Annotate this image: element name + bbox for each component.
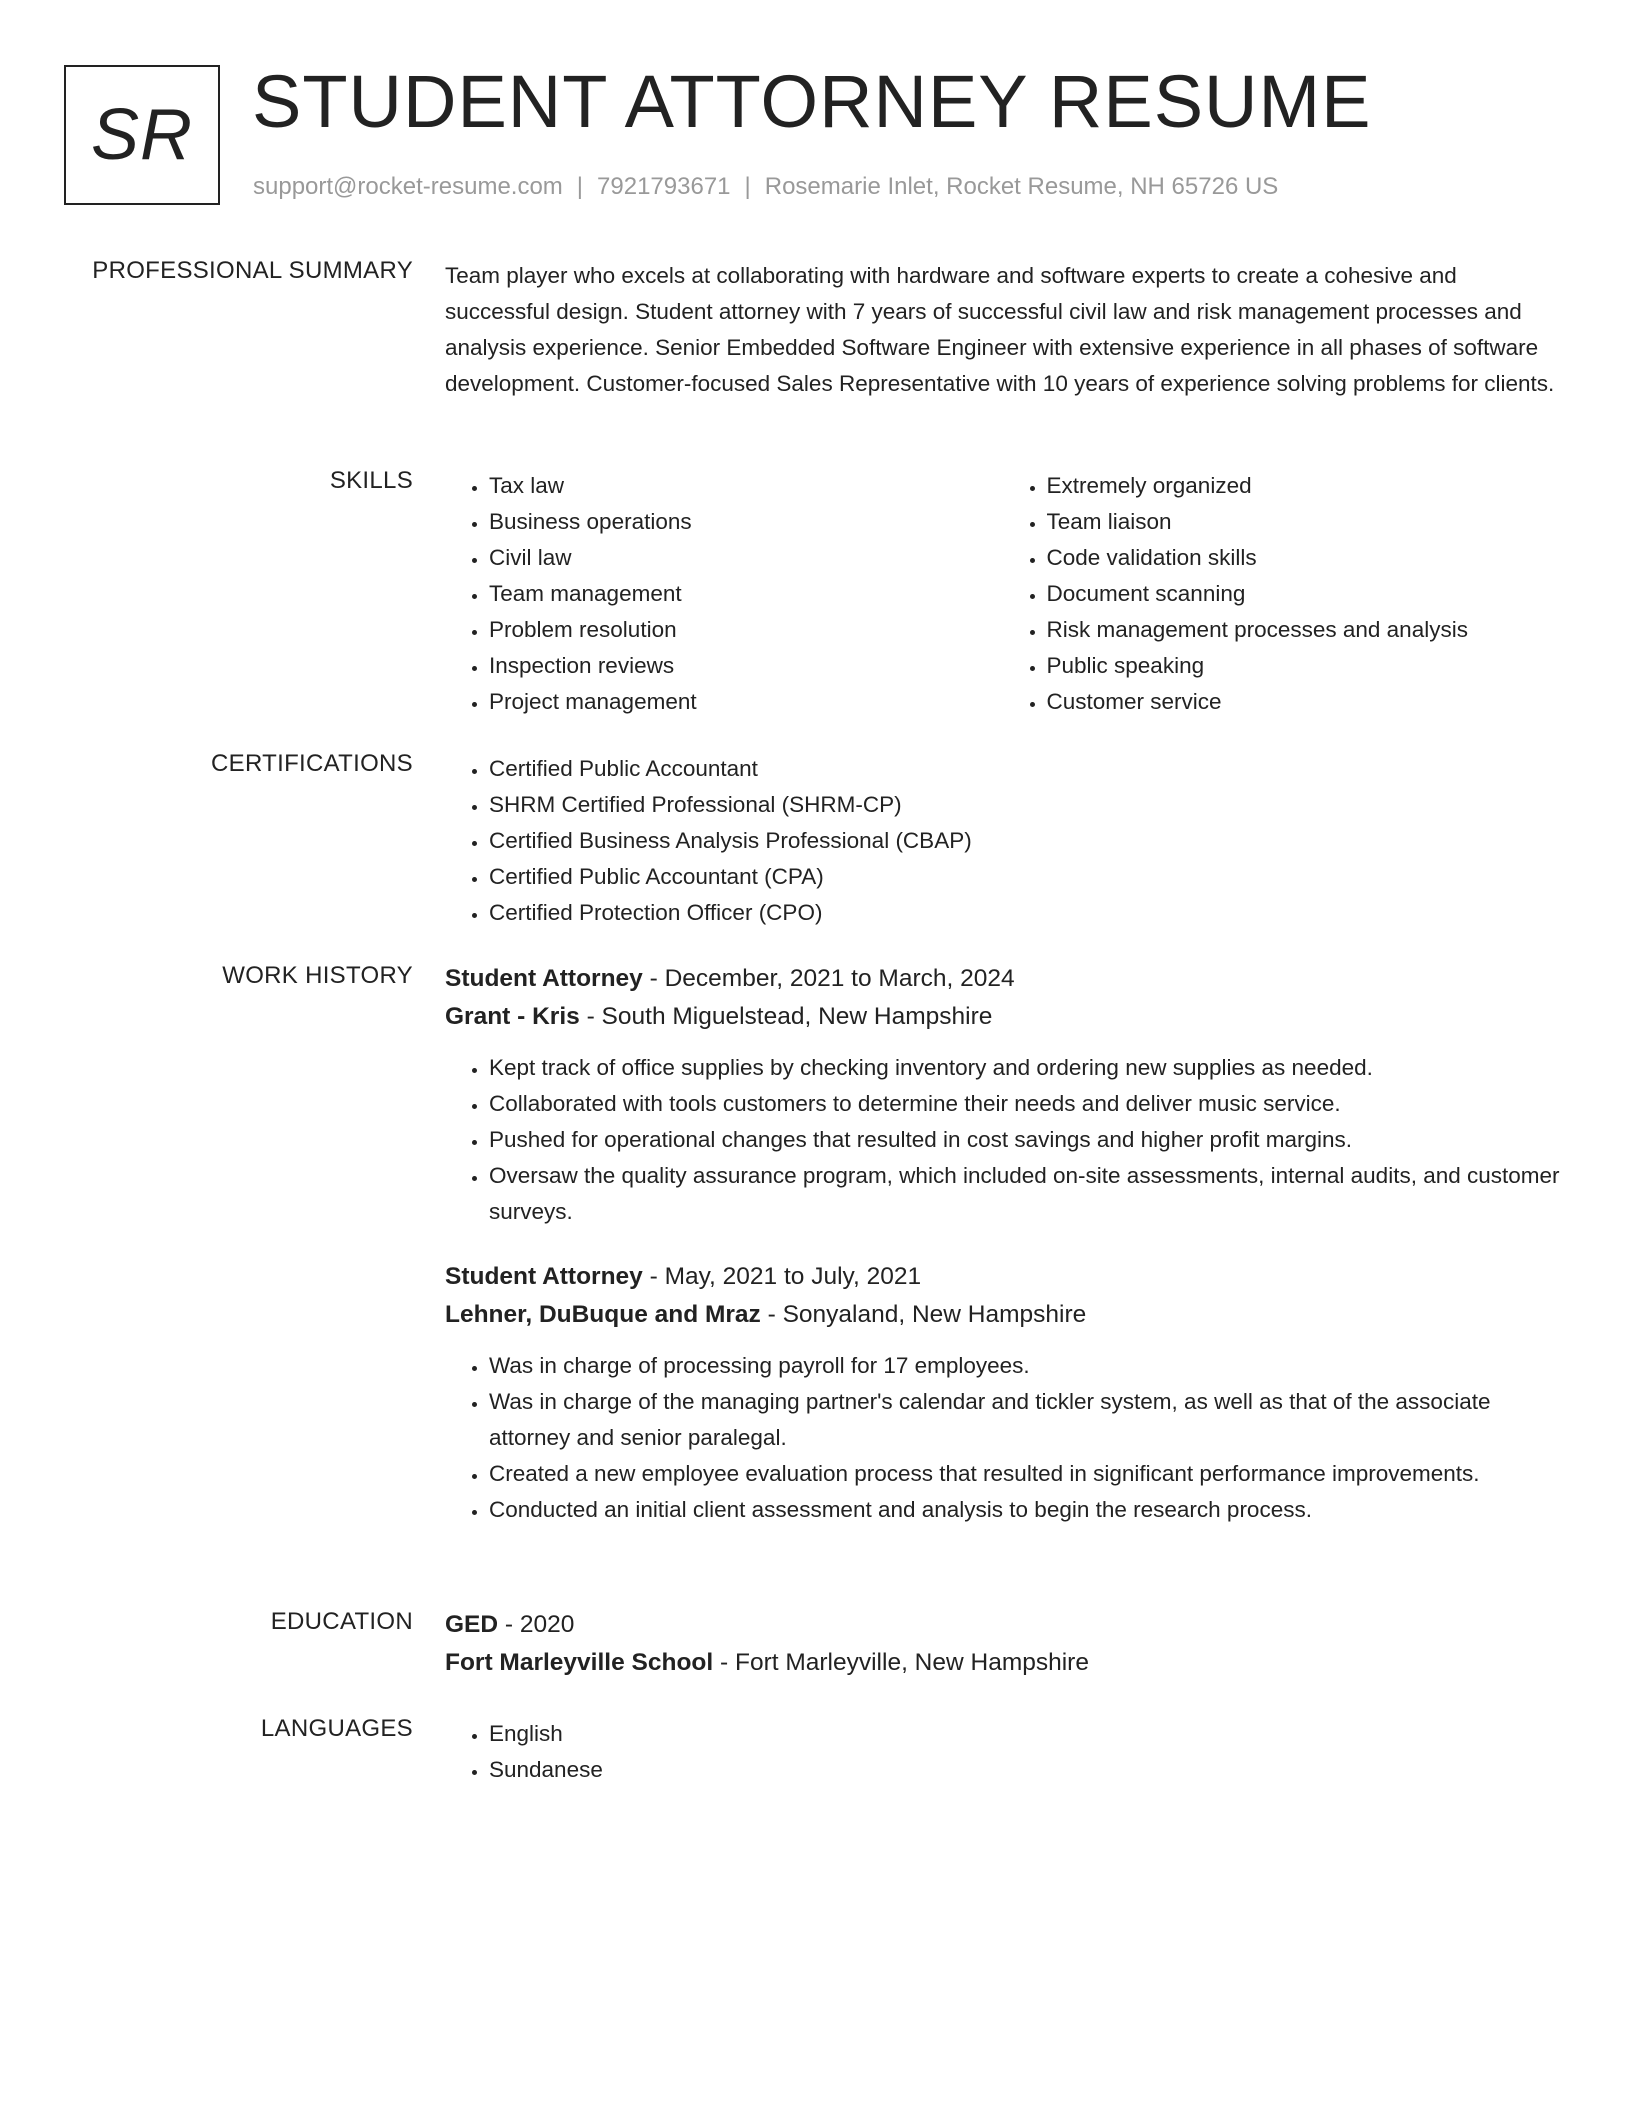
- job-title: Student Attorney: [445, 1263, 643, 1290]
- education-degree: GED: [445, 1611, 499, 1638]
- skill-item: • Inspection reviews: [489, 648, 1003, 684]
- job-bullet: • Was in charge of the managing partner's calendar and tickler system, as well as that of the associate attorney and senior paralegal.: [489, 1384, 1560, 1456]
- skill-item: • Risk management processes and analysis: [1047, 612, 1561, 648]
- skills-grid: [445, 468, 1560, 720]
- job-dates: - May, 2021 to July, 2021: [642, 1263, 922, 1290]
- certification-item: • SHRM Certified Professional (SHRM-CP): [489, 787, 1560, 823]
- skill-item: • Civil law: [489, 540, 1003, 576]
- work-history-body: [445, 960, 1560, 1528]
- job-bullet: • Collaborated with tools customers to determine their needs and deliver music service.: [489, 1086, 1560, 1122]
- skill-item: • Business operations: [489, 504, 1003, 540]
- job-bullets: [445, 1348, 1560, 1528]
- job-bullet: • Kept track of office supplies by checking inventory and ordering new supplies as needed.: [489, 1050, 1560, 1086]
- job-bullet: • Was in charge of processing payroll for 17 employees.: [489, 1348, 1560, 1384]
- skills-list-left: [445, 468, 1003, 720]
- skills-list-right: [1003, 468, 1561, 720]
- resume-title: STUDENT ATTORNEY RESUME: [252, 60, 1372, 143]
- certifications-list: [445, 751, 1560, 931]
- job-bullet: • Pushed for operational changes that resulted in cost savings and higher profit margins.: [489, 1122, 1560, 1158]
- job-title-line: [445, 1258, 1560, 1296]
- education-school-line: [445, 1644, 1560, 1682]
- section-label-summary: PROFESSIONAL SUMMARY: [92, 257, 413, 284]
- contact-address: Rosemarie Inlet, Rocket Resume, NH 65726 US: [764, 173, 1279, 200]
- job-bullet: • Created a new employee evaluation process that resulted in significant performance improvements.: [489, 1456, 1560, 1492]
- certifications-body: [445, 751, 1560, 931]
- contact-line: [253, 173, 1278, 201]
- resume-header: [64, 60, 1564, 210]
- certification-item: • Certified Protection Officer (CPO): [489, 895, 1560, 931]
- skill-item: • Customer service: [1047, 684, 1561, 720]
- skill-item: • Project management: [489, 684, 1003, 720]
- skill-item: • Extremely organized: [1047, 468, 1561, 504]
- job-employer: Lehner, DuBuque and Mraz: [445, 1301, 761, 1328]
- section-label-education: EDUCATION: [270, 1608, 413, 1635]
- monogram-logo: SR: [64, 65, 220, 205]
- job-employer: Grant - Kris: [445, 1003, 580, 1030]
- education-year: - 2020: [498, 1611, 575, 1638]
- certification-item: • Certified Public Accountant (CPA): [489, 859, 1560, 895]
- job-dates: - December, 2021 to March, 2024: [642, 965, 1015, 992]
- certification-item: • Certified Public Accountant: [489, 751, 1560, 787]
- skill-item: • Public speaking: [1047, 648, 1561, 684]
- contact-separator: |: [744, 173, 751, 200]
- job-location: - Sonyaland, New Hampshire: [760, 1301, 1087, 1328]
- job-entry: [445, 1258, 1560, 1528]
- job-title-line: [445, 960, 1560, 998]
- skill-item: • Document scanning: [1047, 576, 1561, 612]
- skill-item: • Problem resolution: [489, 612, 1003, 648]
- summary-body: [445, 258, 1560, 402]
- job-employer-line: [445, 998, 1560, 1036]
- job-bullet: • Conducted an initial client assessment and analysis to begin the research process.: [489, 1492, 1560, 1528]
- section-label-certifications: CERTIFICATIONS: [211, 750, 413, 777]
- skill-item: • Tax law: [489, 468, 1003, 504]
- language-item: • English: [489, 1716, 1560, 1752]
- job-bullet: • Oversaw the quality assurance program, which included on-site assessments, internal audits, and customer surveys.: [489, 1158, 1560, 1230]
- education-body: [445, 1606, 1560, 1682]
- section-label-work-history: WORK HISTORY: [222, 962, 413, 989]
- languages-body: [445, 1716, 1560, 1788]
- certification-item: • Certified Business Analysis Professional (CBAP): [489, 823, 1560, 859]
- section-label-skills: SKILLS: [329, 467, 413, 494]
- education-location: - Fort Marleyville, New Hampshire: [713, 1649, 1089, 1676]
- contact-separator: |: [576, 173, 584, 200]
- job-location: - South Miguelstead, New Hampshire: [579, 1003, 993, 1030]
- education-school: Fort Marleyville School: [445, 1649, 714, 1676]
- skill-item: • Code validation skills: [1047, 540, 1561, 576]
- education-degree-line: [445, 1606, 1560, 1644]
- language-item: • Sundanese: [489, 1752, 1560, 1788]
- contact-phone[interactable]: 7921793671: [597, 173, 731, 200]
- summary-text: Team player who excels at collaborating with hardware and software experts to create a cohesive and successful design. Student attorney with 7 years of successful civil law and risk management processes and analysis experience. Senior Embedded Software Engineer with extensive experience in all phases of software development. Customer-focused Sales Representative with 10 years of experience solving problems for clients.: [445, 263, 1555, 396]
- skill-item: • Team liaison: [1047, 504, 1561, 540]
- languages-list: [445, 1716, 1560, 1788]
- skill-item: • Team management: [489, 576, 1003, 612]
- job-employer-line: [445, 1296, 1560, 1334]
- job-bullets: [445, 1050, 1560, 1230]
- contact-email[interactable]: support@rocket-resume.com: [253, 173, 563, 200]
- section-label-languages: LANGUAGES: [260, 1715, 413, 1742]
- skills-body: [445, 468, 1560, 720]
- job-title: Student Attorney: [445, 965, 643, 992]
- job-entry: [445, 960, 1560, 1230]
